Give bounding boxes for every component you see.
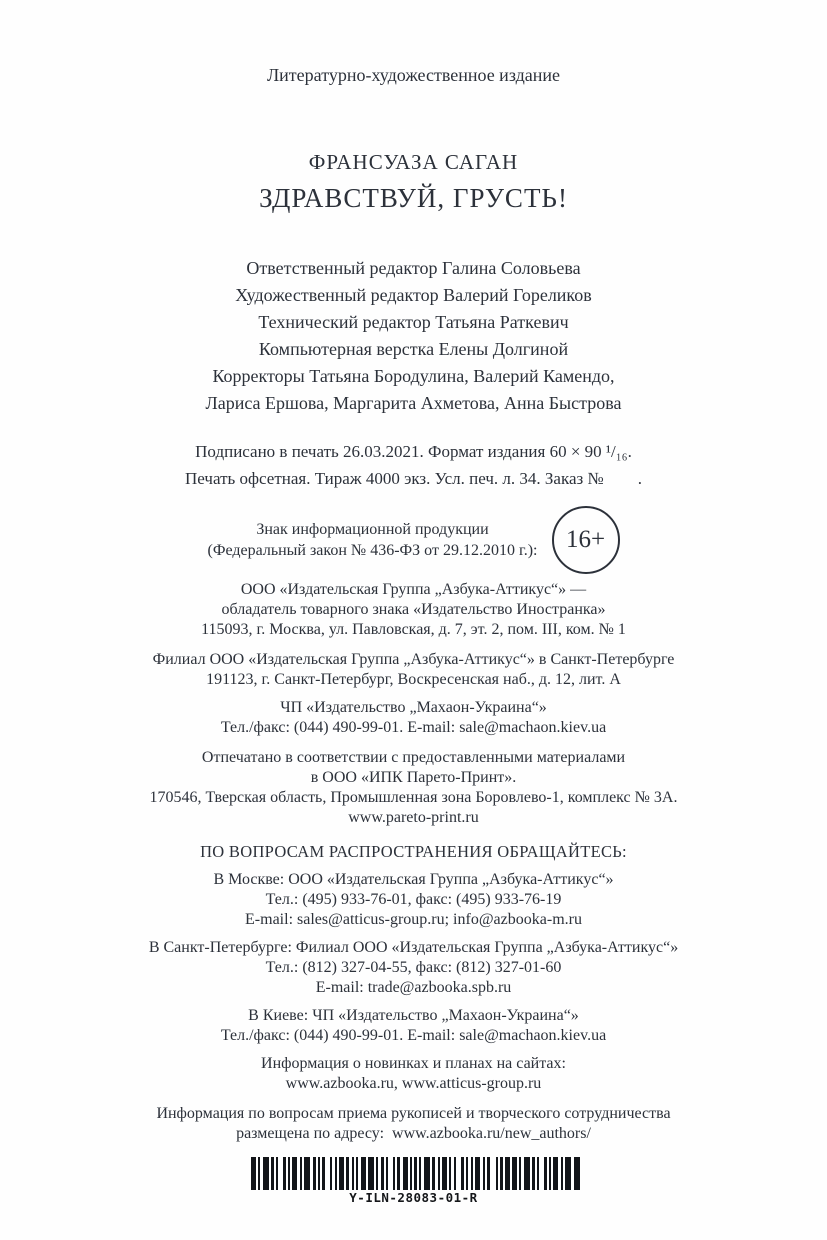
dist-spb-line-2: Тел.: (812) 327-04-55, факс: (812) 327-01-60 [265, 959, 562, 976]
publisher-spb-branch-block [0, 650, 827, 690]
printer-line-3: 170546, Тверская область, Промышленная зона Боровлево-1, комплекс № 3А. [149, 789, 678, 806]
age-mark-row [0, 506, 827, 574]
printer-line-2: в ООО «ИПК Парето-Принт». [310, 769, 517, 786]
staff-line-technical-editor: Технический редактор Татьяна Раткевич [258, 312, 569, 332]
dist-moscow-line-3: E-mail: sales@atticus-group.ru; info@azbooka-m.ru [245, 911, 582, 928]
distribution-header: ПО ВОПРОСАМ РАСПРОСТРАНЕНИЯ ОБРАЩАЙТЕСЬ: [200, 842, 627, 861]
barcode-block [0, 1157, 827, 1205]
print-info-line-2: Печать офсетная. Тираж 4000 экз. Усл. печ. л. 34. Заказ № . [185, 469, 642, 488]
news-info-block [0, 1054, 827, 1094]
publisher-moscow-line-2: обладатель товарного знака «Издательство Иностранка» [221, 601, 606, 618]
manuscripts-info-block [0, 1104, 827, 1144]
distribution-moscow-block [0, 870, 827, 930]
dist-kiev-line-1: В Киеве: ЧП «Издательство „Махаон-Украина“» [248, 1007, 579, 1024]
staff-line-managing-editor: Ответственный редактор Галина Соловьева [246, 258, 581, 278]
distribution-kiev-block [0, 1006, 827, 1046]
publisher-spb-line-1: Филиал ООО «Издательская Группа „Азбука-Аттикус“» в Санкт-Петербурге [152, 651, 675, 668]
distribution-spb-block [0, 938, 827, 998]
publisher-ukraine-line-1: ЧП «Издательство „Махаон-Украина“» [280, 699, 547, 716]
publisher-ukraine-line-2: Тел./факс: (044) 490-99-01. E-mail: sale@machaon.kiev.ua [220, 719, 607, 736]
printer-website: www.pareto-print.ru [348, 809, 479, 826]
book-title: ЗДРАВСТВУЙ, ГРУСТЬ! [259, 183, 568, 213]
manuscripts-url: размещена по адресу: www.azbooka.ru/new_authors/ [236, 1125, 591, 1142]
book-author: ФРАНСУАЗА САГАН [308, 150, 519, 174]
age-rating-badge: 16+ [552, 506, 620, 574]
manuscripts-line-1: Информация по вопросам приема рукописей и творческого сотрудничества [156, 1105, 671, 1122]
news-info-websites: www.azbooka.ru, www.atticus-group.ru [285, 1075, 542, 1092]
news-info-line-1: Информация о новинках и планах на сайтах: [261, 1055, 566, 1072]
dist-moscow-line-1: В Москве: ООО «Издательская Группа „Азбука-Аттикус“» [213, 871, 614, 888]
publisher-moscow-line-3: 115093, г. Москва, ул. Павловская, д. 7, эт. 2, пом. III, ком. № 1 [201, 621, 626, 638]
print-info-line-1: Подписано в печать 26.03.2021. Формат издания 60 × 90 ¹/₁₆. [195, 442, 632, 461]
publisher-moscow-line-1: ООО «Издательская Группа „Азбука-Аттикус“» — [240, 581, 587, 598]
staff-line-proofreaders-2: Лариса Ершова, Маргарита Ахметова, Анна Быстрова [205, 393, 622, 413]
publisher-spb-line-2: 191123, г. Санкт-Петербург, Воскресенская наб., д. 12, лит. А [206, 671, 621, 688]
staff-credits [0, 255, 827, 417]
age-mark-caption [207, 519, 537, 561]
dist-kiev-line-2: Тел./факс: (044) 490-99-01. E-mail: sale@machaon.kiev.ua [220, 1027, 607, 1044]
printer-line-1: Отпечатано в соответствии с предоставленными материалами [201, 749, 626, 766]
publisher-moscow-block [0, 580, 827, 640]
barcode-label: Y-ILN-28083-01-R [349, 1190, 478, 1205]
age-mark-caption-line-2: (Федеральный закон № 436-ФЗ от 29.12.2010 г.): [207, 542, 538, 559]
barcode [251, 1157, 577, 1190]
dist-spb-line-3: E-mail: trade@azbooka.spb.ru [315, 979, 512, 996]
staff-line-art-editor: Художественный редактор Валерий Гореликов [235, 285, 592, 305]
age-mark-caption-line-1: Знак информационной продукции [256, 521, 489, 538]
dist-spb-line-1: В Санкт-Петербурге: Филиал ООО «Издательская Группа „Азбука-Аттикус“» [148, 939, 679, 956]
publisher-ukraine-block [0, 698, 827, 738]
edition-type: Литературно-художественное издание [266, 65, 561, 85]
dist-moscow-line-2: Тел.: (495) 933-76-01, факс: (495) 933-76-19 [265, 891, 562, 908]
staff-line-layout: Компьютерная верстка Елены Долгиной [258, 339, 569, 359]
staff-line-proofreaders-1: Корректоры Татьяна Бородулина, Валерий Камендо, [212, 366, 615, 386]
printer-block [0, 748, 827, 828]
print-run-info [0, 438, 827, 492]
